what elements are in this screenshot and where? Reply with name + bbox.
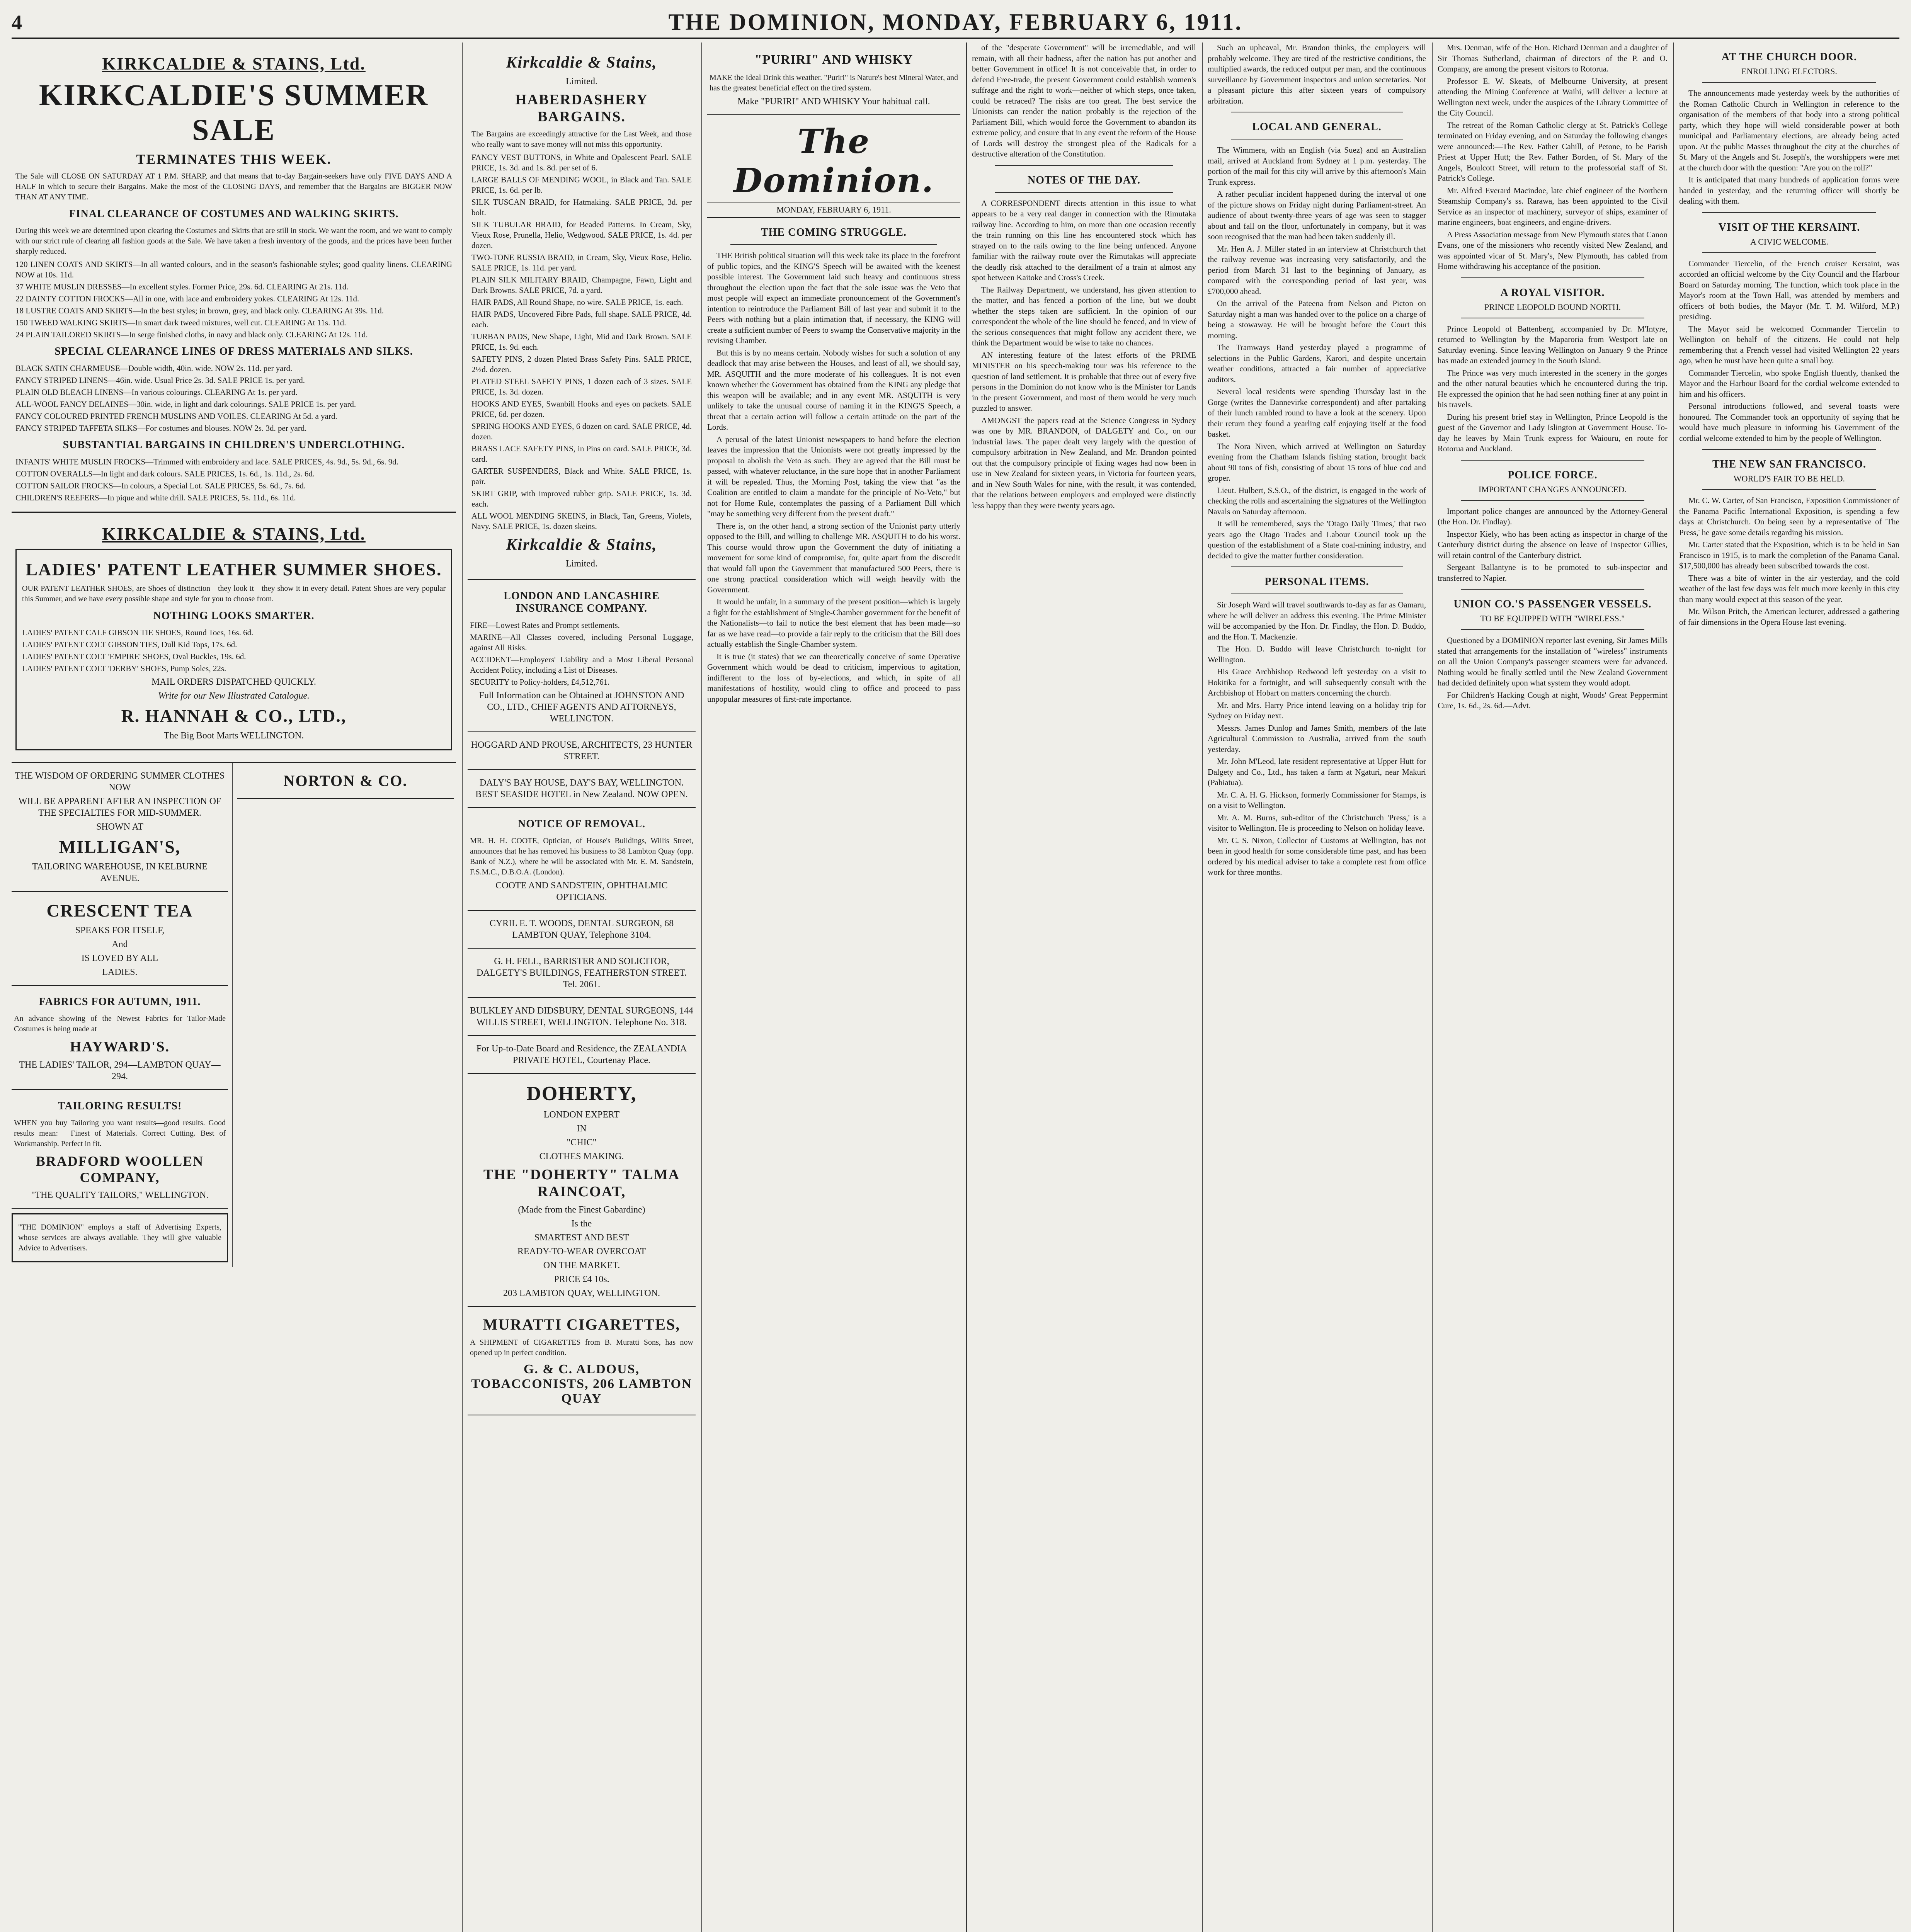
article-paragraph: Such an upheaval, Mr. Brandon thinks, the employers will probably welcome. They are tired of the restrictive conditions, the multiplied awards, the reduced output per man, and the continuous surveillance by Government inspectors and union secretaries. Not a pleasant picture this after sixteen years of compulsory arbitration.	[1208, 43, 1426, 105]
article-paragraph: Prince Leopold of Battenberg, accompanied by Dr. M'Intyre, returned to Wellington by the Maparoria from Westport late on Saturday evening. Since leaving Wellington on January 9 the Prince has made an extended journey in the South Island.	[1438, 324, 1668, 365]
article-paragraph: The Prince was very much interested in the scenery in the gorges and the other natural beauties which he encountered during the trip. He expressed the opinion that he had seen nothing finer at any point in his travels.	[1438, 368, 1668, 409]
article-paragraph: The Railway Department, we understand, has given attention to the matter, and has fenced a portion of the line, but we doubt whether the steps taken are sufficient. In the opinion of our correspondent the whole of the line should be fenced, and in view of the serious consequences that might follow any accident there, we think the Department would be wise to take no chances.	[972, 285, 1196, 347]
sale-item: INFANTS' WHITE MUSLIN FROCKS—Trimmed with embroidery and lace. SALE PRICES, 4s. 9d., 5s. 9d., 6s. 9d.	[15, 457, 398, 466]
haberdashery-title: HABERDASHERY BARGAINS.	[515, 92, 648, 125]
architects-advert: HOGGARD AND PROUSE, ARCHITECTS, 23 HUNTER STREET.	[468, 732, 696, 770]
shoe-item: LADIES' PATENT CALF GIBSON TIE SHOES, Round Toes, 16s. 6d.	[22, 628, 254, 637]
haber-item: SILK TUBULAR BRAID, for Beaded Patterns. In Cream, Sky, Vieux Rose, Prunella, Helio, Wedgwood. SALE PRICE, 1s. 4d. per dozen.	[471, 220, 692, 250]
sale-subtitle: TERMINATES THIS WEEK.	[136, 151, 332, 167]
norton-advert: NORTON & CO.	[237, 763, 454, 799]
article-paragraph: Inspector Kiely, who has been acting as inspector in charge of the Canterbury district during the absence on leave of Inspector Gillies, will retain control of the Canterbury district.	[1438, 529, 1668, 560]
article-paragraph: Mr. C. A. H. G. Hickson, formerly Commissioner for Stamps, is on a visit to Wellington.	[1208, 790, 1426, 810]
column-right	[1679, 43, 1899, 1932]
article-paragraph: His Grace Archbishop Redwood left yesterday on a visit to Hokitika for a fortnight, and will subsequently consult with the Archbishop of Hobart on matters concerning the church.	[1208, 667, 1426, 697]
article-paragraph: Commander Tiercelin, of the French cruiser Kersaint, was accorded an official welcome by the City Council and the Harbour Board on Saturday morning. The function, which took place in the Mayor's room at the Town Hall, was attended by members and officers of both bodies, the Mayor (Mr. T. M. Wilford, M.P.) presiding.	[1679, 259, 1899, 321]
haber-item: LARGE BALLS OF MENDING WOOL, in Black and Tan. SALE PRICE, 1s. 6d. per lb.	[471, 175, 692, 195]
haber-item: SILK TUSCAN BRAID, for Hatmaking. SALE PRICE, 3d. per bolt.	[471, 197, 692, 217]
article-paragraph: Several local residents were spending Thursday last in the Gorge (writes the Dannevirke correspondent) and after partaking of their lunch rambled round to have a look at the scenery. Upon their return they found a yearling calf enjoying itself at the food basket.	[1208, 387, 1426, 439]
masthead	[12, 8, 1899, 39]
shoes-title: LADIES' PATENT LEATHER SUMMER SHOES.	[26, 560, 442, 579]
article-paragraph: Sir Joseph Ward will travel southwards to-day as far as Oamaru, where he will deliver an address this evening. The Prime Minister will be accompanied by the Hon. Dr. Findlay, the Hon. D. Buddo, and the Hon. T. Mackenzie.	[1208, 600, 1426, 641]
dalys-advert: DALY'S BAY HOUSE, DAY'S BAY, WELLINGTON. BEST SEASIDE HOTEL in New Zealand. NOW OPEN.	[468, 770, 696, 808]
article-heading: THE COMING STRUGGLE.	[761, 226, 907, 238]
article-paragraph: Mr. Carter stated that the Exposition, which is to be held in San Francisco in 1915, is to mark the completion of the Panama Canal. $17,500,000 has already been subscribed towards the cost.	[1679, 540, 1899, 570]
article-paragraph: AMONGST the papers read at the Science Congress in Sydney was one by MR. BRANDON, of DALGETY and Co., on our industrial laws. The paper dealt very largely with the question of compulsory arbitration in New Zealand, and Mr. Brandon pointed out that the compulsory principle of fixing wages had now been in use in New Zealand for sixteen years, in Victoria for fourteen years, and in New South Wales for nine, with the result, it was contended, that the relations between employers and employed were distinctly less happy than they were twenty years ago.	[972, 415, 1196, 510]
article-subheading: TO BE EQUIPPED WITH "WIRELESS."	[1480, 614, 1625, 623]
article-paragraph: Mr. C. W. Carter, of San Francisco, Exposition Commissioner of the Panama Pacific International Exposition, is spending a few days at Christchurch. On being seen by a representative of 'The Press,' he gave some details regarding his mission.	[1679, 496, 1899, 537]
column-notes	[972, 43, 1196, 1932]
article-paragraph: Mr. Alfred Everard Macindoe, late chief engineer of the Northern Steamship Company's ss. Rarawa, has been appointed to the Civil Service as an inspector of machinery, surveyor of ships, examiner of marine engineers, boat engineers, and engine-drivers.	[1438, 185, 1668, 227]
underclothing-heading: SUBSTANTIAL BARGAINS IN CHILDREN'S UNDERCLOTHING.	[63, 439, 405, 451]
article-subheading: A CIVIC WELCOME.	[1750, 236, 1828, 247]
hayward-advert: FABRICS FOR AUTUMN, 1911. An advance showing of the Newest Fabrics for Tailor-Made Costumes is being made at HAYWARD'S. THE LADIES' TAILOR, 294—LAMBTON QUAY—294.	[12, 986, 228, 1090]
column-royal	[1438, 43, 1668, 1932]
article-heading: LOCAL AND GENERAL.	[1252, 121, 1382, 133]
shoes-note: MAIL ORDERS DISPATCHED QUICKLY.	[151, 677, 317, 687]
crescent-name: CRESCENT TEA	[46, 901, 193, 920]
article-paragraph: of the "desperate Government" will be irremediable, and will remain, with all their badness, after the nation has put another and better Government in office! It is not conceivable that, in order to defend Free-trade, the present Government could establish women's suffrage and the right to work—neither of which steps, once taken, could be retraced? The risks are too great. The best service the Unionists can render the nation probably is the rejection of the Parliament Bill, which would force the Government to abandon its extreme policy, and ensure that in any event the reform of the House of Lords will destroy the strongest plea of the Radicals for a destructive alteration of the Constitution.	[972, 43, 1196, 158]
hannah-name: R. HANNAH & CO., LTD.,	[121, 706, 347, 726]
sale-intro: The Sale will CLOSE ON SATURDAY AT 1 P.M. SHARP, and that means that to-day Bargain-seekers have only FIVE DAYS AND A HALF in which to secure their Bargains. Make the most of the CLOSING DAYS, and remember that the Bargains are BIGGER NOW THAN AT ANY TIME.	[15, 172, 452, 201]
shoe-item: LADIES' PATENT COLT GIBSON TIES, Dull Kid Tops, 17s. 6d.	[22, 640, 237, 649]
clearance-intro: During this week we are determined upon clearing the Costumes and Skirts that are still in stock. We want the room, and we want to comply with our strict rule of clearing all fashion goods at the Sale. We have taken a fresh inventory of the goods, and the prices have been further sharply reduced.	[15, 226, 452, 256]
article-paragraph: Questioned by a DOMINION reporter last evening, Sir James Mills stated that arrangements for the installation of "wireless" instruments on all the Union Company's passenger steamers were far advanced. Nothing would be finally settled until the New Zealand Government had decided definitely upon what system they would adopt.	[1438, 636, 1668, 687]
haber-item: TURBAN PADS, New Shape, Light, Mid and Dark Brown. SALE PRICE, 1s. 9d. each.	[471, 332, 692, 352]
article-paragraph: The retreat of the Roman Catholic clergy at St. Patrick's College terminated on Friday evening, and on Saturday the following changes were announced:—The Rev. Father Cahill, of Petone, to be Parish Priest at Upper Hutt; the Rev. Father Borden, of St. Mary of the Angels, Boulcott Street, will return to the professorial staff of St. Patrick's College.	[1438, 120, 1668, 183]
shoe-item: LADIES' PATENT COLT 'DERBY' SHOES, Pump Soles, 22s.	[22, 664, 226, 673]
puriri-advert: "PURIRI" AND WHISKY MAKE the Ideal Drink this weather. "Puriri" is Nature's best Mineral Water, and has the greatest beneficial effect on the tired system. Make "PURIRI" AND WHISKY Your habitual call.	[707, 43, 960, 115]
article-heading: POLICE FORCE.	[1508, 469, 1598, 481]
article-paragraph: Mr. John M'Leod, late resident representative at Upper Hutt for Dalgety and Co., Ltd., has taken a farm at Ngaturi, near Makuri (Pahiatua).	[1208, 757, 1426, 787]
firm-name: KIRKCALDIE & STAINS, Ltd.	[102, 524, 366, 544]
article-paragraph: A perusal of the latest Unionist newspapers to hand before the election leaves the impression that the Unionists were not greatly impressed by the proposal to abolish the Veto as such. They are agreed that the Bill must be passed, with whatever reluctance, in the sure hope that in another Parliament it will be repealed. Thus, the Morning Post, taking the view that "as the Coalition are entitled to claim a mandate for the principle of No-Veto," but not for Home Rule, contemplates the passing of a Parliament Bill which "may be something very different from the present draft."	[707, 434, 960, 518]
column-local	[1208, 43, 1426, 1932]
sale-item: 120 LINEN COATS AND SKIRTS—In all wanted colours, and in the season's fashionable styles; good quality linens. CLEARING NOW at 10s. 11d.	[15, 260, 452, 279]
bradford-name: BRADFORD WOOLLEN COMPANY,	[36, 1153, 204, 1185]
dateline: MONDAY, FEBRUARY 6, 1911.	[707, 202, 960, 218]
article-paragraph: But this is by no means certain. Nobody wishes for such a solution of any deadlock that may arise between the Houses, and least of all, we should say, MR. ASQUITH and the more moderate of his colleagues. It is not even known whether the Government has obtained from the KING any pledge that this weapon will be available; and in any event MR. ASQUITH is very unlikely to take the unusual course of naming it in the KING'S Speech, a threat that a certain action will follow a certain attitude on the part of the Lords.	[707, 348, 960, 432]
article-paragraph: There was a bite of winter in the air yesterday, and the cold weather of the last few days was felt much more keenly in this city than many would expect at this season of the year.	[1679, 573, 1899, 604]
sale-item: FANCY STRIPED TAFFETA SILKS—For costumes and blouses. NOW 2s. 3d. per yard.	[15, 423, 307, 433]
article-paragraph: It is true (it states) that we can theoretically conceive of some Operative Government which would be dead to criticism, impervious to agitation, indifferent to the loss of by-elections, and which, in spite of all manifestations of hostility, would cling to office and proceed to pass unpopular measures of first-rate importance.	[707, 651, 960, 704]
sale-item: CHILDREN'S REEFERS—In pique and white drill. SALE PRICES, 5s. 11d., 6s. 11d.	[15, 493, 296, 502]
article-paragraph: The Hon. D. Buddo will leave Christchurch to-night for Wellington.	[1208, 644, 1426, 664]
article-paragraph: Sergeant Ballantyne is to be promoted to sub-inspector and transferred to Napier.	[1438, 563, 1668, 583]
article-paragraph: The announcements made yesterday week by the authorities of the Roman Catholic Church in Wellington in reference to the organisation of the members of that body into a strong political party, which they hope will wield considerable power at both municipal and Parliamentary elections, are already being acted upon. At the public Masses throughout the city at the churches of St. Mary of the Angels and St. Joseph's, the worshippers were met at the church door with the question: "Are you on the roll?"	[1679, 88, 1899, 172]
article-heading: A ROYAL VISITOR.	[1500, 286, 1605, 299]
haber-item: GARTER SUSPENDERS, Black and White. SALE PRICE, 1s. pair.	[471, 466, 692, 486]
sale-item: PLAIN OLD BLEACH LINENS—In various colourings. CLEARING At 1s. per yard.	[15, 388, 298, 397]
crescent-advert: CRESCENT TEA SPEAKS FOR ITSELF, And IS LOVED BY ALL LADIES.	[12, 892, 228, 986]
sale-item: 150 TWEED WALKING SKIRTS—In smart dark tweed mixtures, well cut. CLEARING At 11s. 11d.	[15, 318, 346, 327]
newspaper-nameplate: The Dominion.	[733, 122, 934, 200]
article-paragraph: Professor E. W. Skeats, of Melbourne University, at present attending the Mining Conference at Waihi, will deliver a lecture at Wellington next week, under the auspices of the Library Committee of the City Council.	[1438, 76, 1668, 117]
article-paragraph: It is anticipated that many hundreds of application forms were handed in yesterday, and the returning officer will shortly be dealing with them.	[1679, 175, 1899, 206]
column-ads-left	[12, 43, 456, 1932]
small-ads-left	[12, 763, 233, 1267]
article-subheading: WORLD'S FAIR TO BE HELD.	[1733, 474, 1845, 483]
haber-item: SAFETY PINS, 2 dozen Plated Brass Safety Pins. SALE PRICE, 2½d. dozen.	[471, 354, 692, 374]
article-subheading: PRINCE LEOPOLD BOUND NORTH.	[1484, 302, 1621, 312]
article-paragraph: A Press Association message from New Plymouth states that Canon Evans, one of the missioners who recently visited New Zealand, and was appointed vicar of St. Mary's, New Plymouth, has cabled from Home withdrawing his acceptance of the position.	[1438, 230, 1668, 271]
article-paragraph: It will be remembered, says the 'Otago Daily Times,' that two years ago the Otago Trades and Labour Council took up the question of the establishment of a State coal-mining industry, and decided to give the matter further consideration.	[1208, 519, 1426, 560]
haber-item: HAIR PADS, Uncovered Fibre Pads, full shape. SALE PRICE, 4d. each.	[471, 310, 692, 329]
article-paragraph: Mrs. Denman, wife of the Hon. Richard Denman and a daughter of Sir Thomas Sutherland, chairman of directors of the P. and O. Company, are among the present visitors to Rotorua.	[1438, 43, 1668, 73]
sale-item: COTTON OVERALLS—In light and dark colours. SALE PRICES, 1s. 6d., 1s. 11d., 2s. 6d.	[15, 469, 315, 478]
sale-item: 18 LUSTRE COATS AND SKIRTS—In the best styles; in brown, grey, and black only. CLEARING At 39s. 11d.	[15, 306, 384, 315]
article-subheading: IMPORTANT CHANGES ANNOUNCED.	[1478, 484, 1627, 494]
sale-item: FANCY STRIPED LINENS—46in. wide. Usual Price 2s. 3d. SALE PRICE 1s. per yard.	[15, 376, 305, 385]
article-paragraph: A rather peculiar incident happened during the interval of one of the picture shows on Friday night during Parliament-street. An audience of about twenty-three years of age was seen to stagger about and fall on the floor, unfortunately in company, but it was soon recognised that the man had been taken suddenly ill.	[1208, 189, 1426, 241]
article-paragraph: Mr. Hen A. J. Miller stated in an interview at Christchurch that the railway revenue was increasing very satisfactorily, and the period from March 31 last to the beginning of January, as compared with the corresponding period of last year, was £700,000 ahead.	[1208, 244, 1426, 296]
haber-item: ALL WOOL MENDING SKEINS, in Black, Tan, Greens, Violets, Navy. SALE PRICE, 1s. dozen skeins.	[471, 511, 692, 531]
shoes-box	[15, 549, 452, 750]
barrister-advert: G. H. FELL, BARRISTER AND SOLICITOR, DALGETY'S BUILDINGS, FEATHERSTON STREET. Tel. 2061.	[468, 949, 696, 998]
sale-advert	[12, 43, 456, 513]
hannah-sub: The Big Boot Marts WELLINGTON.	[163, 731, 304, 741]
article-paragraph: The Tramways Band yesterday played a programme of selections in the Public Gardens, Karori, and despite uncertain weather conditions, attracted a fair number of appreciative auditors.	[1208, 343, 1426, 384]
sale-item: FANCY COLOURED PRINTED FRENCH MUSLINS AND VOILES. CLEARING At 5d. a yard.	[15, 412, 337, 421]
milligan-advert: THE WISDOM OF ORDERING SUMMER CLOTHES NOW WILL BE APPARENT AFTER AN INSPECTION OF THE SPECIALTIES FOR MID-SUMMER. SHOWN AT MILLIGAN'S, TAILORING WAREHOUSE, IN KELBURNE AVENUE.	[12, 763, 228, 892]
article-paragraph: On the arrival of the Pateena from Nelson and Picton on Saturday night a man was handed over to the police on a charge of being a stowaway. He will be brought before the Court this morning.	[1208, 299, 1426, 340]
sale-item: ALL-WOOL FANCY DELAINES—30in. wide, in light and dark colourings. SALE PRICE 1s. per yard.	[15, 400, 356, 409]
shoes-intro: OUR PATENT LEATHER SHOES, are Shoes of distinction—they look it—they show it in every detail. Patent Shoes are very popular this Summer, and we have every possible shape and style for you to choose from.	[22, 584, 446, 603]
sale-item: BLACK SATIN CHARMEUSE—Double width, 40in. wide. NOW 2s. 11d. per yard.	[15, 364, 293, 373]
sale-item: 24 PLAIN TAILORED SKIRTS—In serge finished cloths, in navy and black only. CLEARING At 12s. 11d.	[15, 330, 368, 339]
haber-item: PLATED STEEL SAFETY PINS, 1 dozen each of 3 sizes. SALE PRICE, 1s. 3d. dozen.	[471, 377, 692, 396]
article-paragraph: Mr. C. S. Nixon, Collector of Customs at Wellington, has not been in good health for some considerable time past, and has been ordered by his medical adviser to take a complete rest from office work for three months.	[1208, 835, 1426, 877]
haber-item: TWO-TONE RUSSIA BRAID, in Cream, Sky, Vieux Rose, Helio. SALE PRICE, 1s. 11d. per yard.	[471, 253, 692, 272]
muratti-advert: MURATTI CIGARETTES, A SHIPMENT of CIGARETTES from B. Muratti Sons, has now opened up in perfect condition. G. & C. ALDOUS, TOBACCONISTS, 206 LAMBTON QUAY	[468, 1307, 696, 1415]
article-paragraph: Important police changes are announced by the Attorney-General (the Hon. Dr. Findlay).	[1438, 506, 1668, 526]
shoes-subheading: NOTHING LOOKS SMARTER.	[153, 610, 315, 622]
article-paragraph: It would be unfair, in a summary of the present position—which is largely a fight for the establishment of Single-Chamber government for the benefit of the Nationalists—to fail to notice the best element that has been made—so far as we have read—to provide a fair reply to the criticism that the Bill does actually establish the Single-Chamber system.	[707, 597, 960, 649]
article-paragraph: Mr. A. M. Burns, sub-editor of the Christchurch 'Press,' is a visitor to Wellington. He is proceeding to Nelson on holiday leave.	[1208, 813, 1426, 833]
milligan-name: MILLIGAN'S,	[59, 837, 181, 857]
article-paragraph: AN interesting feature of the latest efforts of the PRIME MINISTER on his speech-making tour was his reference to the question of land settlement. It is probable that three out of every five persons in the Dominion do not know who is the Minister for Lands in the present Government, and most of them would be very much puzzled to answer.	[972, 350, 1196, 413]
article-paragraph: Commander Tiercelin, who spoke English fluently, thanked the Mayor and the Harbour Board for the cordial welcome extended to him and his officers.	[1679, 368, 1899, 399]
haber-item: BRASS LACE SAFETY PINS, in Pins on card. SALE PRICE, 3d. card.	[471, 444, 692, 464]
article-paragraph: THE British political situation will this week take its place in the forefront of public topics, and the KING'S Speech will be awaited with the keenest possible interest. The Government laid such heavy and continuous stress throughout the election upon the fact that the sole issue was the Veto that most people will expect an immediate pronouncement of the Government's intention to reintroduce the Parliament Bill of last year and submit it to the Peers with nothing but a plain intimation that, if necessary, the KING will create a sufficient number of Peers to swamp the Conservative majority in the revising Chamber.	[707, 251, 960, 345]
article-paragraph: Messrs. James Dunlop and James Smith, members of the late Agricultural Commission to Australia, arrived from the south yesterday.	[1208, 723, 1426, 754]
sale-item: 37 WHITE MUSLIN DRESSES—In excellent styles. Former Price, 29s. 6d. CLEARING At 21s. 11d.	[15, 282, 349, 291]
shoe-item: LADIES' PATENT COLT 'EMPIRE' SHOES, Oval Buckles, 19s. 6d.	[22, 652, 246, 661]
article-heading: VISIT OF THE KERSAINT.	[1718, 221, 1860, 233]
doherty-advert: DOHERTY, LONDON EXPERT IN "CHIC" CLOTHES MAKING. THE "DOHERTY" TALMA RAINCOAT, (Made from the Finest Gabardine) Is the SMARTEST AND BEST READY-TO-WEAR OVERCOAT ON THE MARKET. PRICE £4 10s. 203 LAMBTON QUAY, WELLINGTON.	[468, 1074, 696, 1307]
article-heading: AT THE CHURCH DOOR.	[1721, 51, 1857, 63]
article-paragraph: During his present brief stay in Wellington, Prince Leopold is the guest of the Governor and Lady Islington at Government House. To-day he leaves by Main Trunk express for Waiouru, en route for Rotorua and Auckland.	[1438, 412, 1668, 453]
column-leader	[707, 43, 960, 1932]
article-paragraph: The Wimmera, with an English (via Suez) and an Australian mail, arrived at Auckland from Sydney at 1 p.m. yesterday. The portion of the mail for this city will arrive by this afternoon's Main Trunk express.	[1208, 145, 1426, 187]
hotel-advert: For Up-to-Date Board and Residence, the ZEALANDIA PRIVATE HOTEL, Courtenay Place.	[468, 1036, 696, 1074]
page-number: 4	[12, 10, 22, 34]
sale-item: 22 DAINTY COTTON FROCKS—All in one, with lace and embroidery yokes. CLEARING At 12s. 11d.	[15, 294, 359, 303]
haber-item: HAIR PADS, All Round Shape, no wire. SALE PRICE, 1s. each.	[471, 298, 683, 307]
article-subheading: ENROLLING ELECTORS.	[1741, 66, 1837, 76]
haberdashery-advert: Kirkcaldie & Stains, Limited. HABERDASHERY BARGAINS. The Bargains are exceedingly attractive for the Last Week, and those who really want to save money will not miss this opportunity. FANCY VEST BUTTONS, in White and Opalescent Pearl. SALE PRICE, 1s. 3d. and 1s. 8d. per set of 6. LARGE BALLS OF MENDING WOOL, in Black and Tan. SALE PRICE, 1s. 6d. per lb. SILK TUSCAN BRAID, for Hatmaking. SALE PRICE, 3d. per bolt. SILK TUBULAR BRAID, for Beaded Patterns. In Cream, Sky, Vieux Rose, Prunella, Helio, Wedgwood. SALE PRICE, 1s. 4d. per dozen. TWO-TONE RUSSIA BRAID, in Cream, Sky, Vieux Rose, Helio. SALE PRICE, 1s. 11d. per yard. PLAIN SILK MILITARY BRAID, Champagne, Fawn, Light and Dark Browns. SALE PRICE, 7d. a yard. HAIR PADS, All Round Shape, no wire. SALE PRICE, 1s. each. HAIR PADS, Uncovered Fibre Pads, full shape. SALE PRICE, 4d. each. TURBAN PADS, New Shape, Light, Mid and Dark Brown. SALE PRICE, 1s. 9d. each. SAFETY PINS, 2 dozen Plated Brass Safety Pins. SALE PRICE, 2½d. dozen. PLATED STEEL SAFETY PINS, 1 dozen each of 3 sizes. SALE PRICE, 1s. 3d. dozen. HOOKS AND EYES, Swanbill Hooks and eyes on packets. SALE PRICE, 6d. per dozen. SPRING HOOKS AND EYES, 6 dozen on card. SALE PRICE, 4d. dozen. BRASS LACE SAFETY PINS, in Pins on card. SALE PRICE, 3d. card. GARTER SUSPENDERS, Black and White. SALE PRICE, 1s. pair. SKIRT GRIP, with improved rubber grip. SALE PRICE, 1s. 3d. each. ALL WOOL MENDING SKEINS, in Black, Tan, Greens, Violets, Navy. SALE PRICE, 1s. dozen skeins. Kirkcaldie & Stains, Limited.	[468, 43, 696, 580]
haber-item: FANCY VEST BUTTONS, in White and Opalescent Pearl. SALE PRICE, 1s. 3d. and 1s. 8d. per set of 6.	[471, 153, 692, 172]
dentist-advert: CYRIL E. T. WOODS, DENTAL SURGEON, 68 LAMBTON QUAY, Telephone 3104.	[468, 911, 696, 949]
sale-title: KIRKCALDIE'S SUMMER SALE	[39, 78, 429, 146]
article-heading: UNION CO.'S PASSENGER VESSELS.	[1453, 598, 1652, 610]
dental-surgeons-advert: BULKLEY AND DIDSBURY, DENTAL SURGEONS, 144 WILLIS STREET, WELLINGTON. Telephone No. 318.	[468, 998, 696, 1036]
haber-item: SKIRT GRIP, with improved rubber grip. SALE PRICE, 1s. 3d. each.	[471, 489, 692, 509]
shoes-advert	[12, 513, 456, 763]
bradford-advert: TAILORING RESULTS! WHEN you buy Tailoring you want results—good results. Good results mean:— Finest of Materials. Correct Cutting. Best of Workmanship. Perfect in fit. BRADFORD WOOLLEN COMPANY, "THE QUALITY TAILORS," WELLINGTON.	[12, 1090, 228, 1209]
shoes-note-2: Write for our New Illustrated Catalogue.	[158, 691, 310, 701]
article-paragraph: The Nora Niven, which arrived at Wellington on Saturday evening from the Chatham Islands fishing station, brought back about 90 tons of fish, consisting of about 15 tons of blue cod and groper.	[1208, 441, 1426, 483]
small-ads-right	[233, 763, 454, 1267]
clearance-heading: FINAL CLEARANCE OF COSTUMES AND WALKING SKIRTS.	[69, 208, 399, 220]
article-paragraph: A CORRESPONDENT directs attention in this issue to what appears to be a very real danger in connection with the Rimutaka railway line. According to him, on more than one occasion recently the train running on this line has encountered stock which has strayed on to the rails owing to the line being unfenced. Anyone familiar with the railway route over the Rimutakas will appreciate the deadly risk attached to the derailment of a train at almost any spot between Kaitoke and Cross's Creek.	[972, 198, 1196, 282]
article-paragraph: For Children's Hacking Cough at night, Woods' Great Peppermint Cure, 1s. 6d., 2s. 6d.—Advt.	[1438, 690, 1668, 710]
article-heading: NOTES OF THE DAY.	[1028, 174, 1140, 186]
article-paragraph: The Mayor said he welcomed Commander Tiercelin to Wellington on behalf of the citizens. He could not help remembering that a French vessel had visited Wellington 22 years ago, when he must have been quite a small boy.	[1679, 324, 1899, 365]
doherty-name: DOHERTY,	[526, 1083, 637, 1105]
page-title: THE DOMINION, MONDAY, FEBRUARY 6, 1911.	[668, 9, 1243, 35]
haber-item: HOOKS AND EYES, Swanbill Hooks and eyes on packets. SALE PRICE, 6d. per dozen.	[471, 399, 692, 419]
article-paragraph: Lieut. Hulbert, S.S.O., of the district, is engaged in the work of checking the rolls and ascertaining the signatures of the Wellington Navals on Saturday afternoon.	[1208, 485, 1426, 516]
article-heading: THE NEW SAN FRANCISCO.	[1712, 458, 1866, 470]
silks-heading: SPECIAL CLEARANCE LINES OF DRESS MATERIALS AND SILKS.	[54, 345, 413, 357]
sale-item: COTTON SAILOR FROCKS—In colours, a Special Lot. SALE PRICES, 5s. 6d., 7s. 6d.	[15, 481, 306, 490]
article-paragraph: Mr. Wilson Pritch, the American lecturer, addressed a gathering of fair dimensions in the Opera House last evening.	[1679, 607, 1899, 627]
column-ads-middle	[468, 43, 696, 1932]
removal-notice: NOTICE OF REMOVAL. MR. H. H. COOTE, Optician, of House's Buildings, Willis Street, announces that he has removed his business to 38 Lambton Quay (opp. Bank of N.Z.), where he will be associated with Mr. E. M. Sandstein, F.S.M.C., D.B.O.A. (London). COOTE AND SANDSTEIN, OPHTHALMIC OPTICIANS.	[468, 808, 696, 911]
haber-item: PLAIN SILK MILITARY BRAID, Champagne, Fawn, Light and Dark Browns. SALE PRICE, 7d. a yard.	[471, 275, 692, 295]
article-paragraph: Mr. and Mrs. Harry Price intend leaving on a holiday trip for Sydney on Friday next.	[1208, 700, 1426, 720]
article-paragraph: Personal introductions followed, and several toasts were honoured. The Commander took an opportunity of saying that he would have much pleasure in informing his Government of the cordial welcome extended to him by the people of Wellington.	[1679, 401, 1899, 443]
hayward-name: HAYWARD'S.	[70, 1039, 170, 1055]
firm-name: KIRKCALDIE & STAINS, Ltd.	[102, 54, 366, 73]
dominion-notice: "THE DOMINION" employs a staff of Advertising Experts, whose services are always available. They will give valuable Advice to Advertisers.	[12, 1213, 228, 1262]
article-paragraph: There is, on the other hand, a strong section of the Unionist party utterly opposed to the Bill, and willing to challenge MR. ASQUITH to do his worst. This course would throw upon the Government the duty of initiating a movement for some kind of compromise, for, quite apart from the discredit that would fall upon the Government that manufactured 500 Peers, there is one strong practical consideration which will weigh heavily with the Government.	[707, 521, 960, 594]
article-heading: PERSONAL ITEMS.	[1264, 576, 1369, 588]
haber-item: SPRING HOOKS AND EYES, 6 dozen on card. SALE PRICE, 4d. dozen.	[471, 422, 692, 441]
insurance-advert: LONDON AND LANCASHIRE INSURANCE COMPANY. FIRE—Lowest Rates and Prompt settlements. MARINE—All Classes covered, including Personal Luggage, against All Risks. ACCIDENT—Employers' Liability and a Most Liberal Personal Accident Policy, including a List of Diseases. SECURITY to Policy-holders, £4,512,761. Full Information can be Obtained at JOHNSTON AND CO., LTD., CHIEF AGENTS AND ATTORNEYS, WELLINGTON.	[468, 580, 696, 732]
